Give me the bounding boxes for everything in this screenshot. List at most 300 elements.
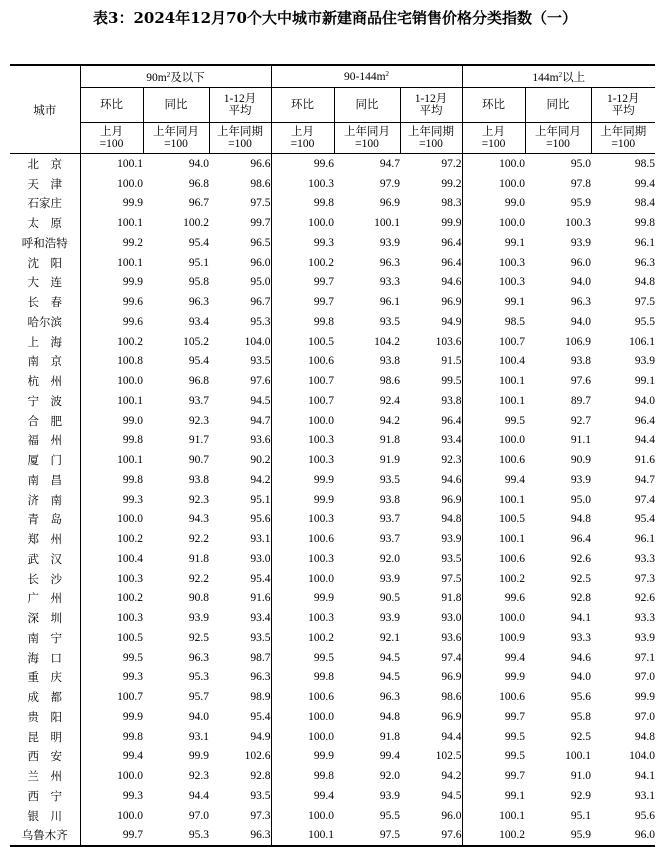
index-value: 100.3: [80, 569, 143, 589]
index-value: 100.0: [462, 174, 525, 194]
index-value: 104.2: [374, 335, 401, 348]
index-value: 91.8: [379, 730, 401, 743]
index-value: 94.5: [441, 789, 462, 802]
index-value: 96.3: [570, 296, 592, 309]
index-value: 93.5: [250, 355, 271, 368]
index-value: 94.7: [379, 157, 401, 170]
group-header-medium: $90-144m^2$: [271, 65, 462, 88]
city-name: 武 汉: [27, 553, 62, 566]
index-value: 95.3: [188, 671, 209, 684]
index-value: 100.9: [462, 628, 525, 648]
index-value: 100.0: [271, 707, 334, 727]
base-mom: 上月 =100: [80, 123, 143, 154]
index-value: 97.3: [634, 572, 656, 585]
city-name: 长 沙: [27, 573, 62, 586]
index-value: 99.5: [80, 648, 143, 668]
index-value: 100.1: [80, 450, 143, 470]
index-value: 93.0: [250, 552, 271, 565]
index-value: 102.5: [435, 750, 462, 763]
city-name: 太 原: [27, 218, 62, 231]
index-value: 99.9: [271, 490, 334, 510]
index-value: 94.8: [634, 730, 656, 743]
base-avg: 上年同期 =100: [400, 123, 462, 154]
index-value: 100.4: [462, 352, 525, 372]
index-value: 98.5: [634, 157, 656, 170]
table-row: [10, 391, 655, 411]
city-name: 厦 门: [27, 455, 62, 468]
index-value: 93.9: [188, 612, 209, 625]
index-value: 94.5: [250, 394, 271, 407]
index-value: 100.2: [80, 589, 143, 609]
table-row: [10, 332, 655, 352]
index-value: 93.8: [441, 394, 462, 407]
index-value: 94.8: [570, 513, 592, 526]
index-value: 99.9: [80, 273, 143, 293]
index-value: 99.9: [271, 470, 334, 490]
city-name: 合 肥: [27, 415, 62, 428]
index-value: 99.1: [462, 233, 525, 253]
index-value: 95.0: [570, 493, 592, 506]
index-value: 100.0: [271, 213, 334, 233]
index-value: 90.5: [379, 592, 401, 605]
index-value: 96.9: [441, 671, 462, 684]
index-value: 92.6: [570, 552, 592, 565]
index-value: 99.9: [271, 589, 334, 609]
index-value: 100.1: [80, 213, 143, 233]
index-value: 100.3: [271, 431, 334, 451]
index-value: 97.5: [334, 826, 400, 847]
index-value: 91.8: [188, 552, 209, 565]
index-value: 96.0: [441, 809, 462, 822]
index-value: 100.3: [271, 549, 334, 569]
index-value: 98.6: [441, 691, 462, 704]
index-value: 95.0: [250, 276, 271, 289]
index-value: 92.2: [188, 533, 209, 546]
index-value: 92.8: [570, 592, 592, 605]
index-value: 100.3: [271, 450, 334, 470]
index-value: 97.0: [634, 710, 656, 723]
city-name: 长 春: [27, 297, 62, 310]
index-value: 100.2: [462, 569, 525, 589]
city-name: 杭 州: [27, 376, 62, 389]
table-row: [10, 352, 655, 372]
index-value: 100.2: [80, 529, 143, 549]
index-value: 91.6: [250, 592, 271, 605]
base-yoy: 上年同月 =100: [143, 123, 209, 154]
index-value: 91.0: [570, 770, 592, 783]
index-value: 99.5: [271, 648, 334, 668]
base-mom: 上月 =100: [462, 123, 525, 154]
table-row: [10, 510, 655, 530]
index-value: 97.5: [441, 572, 462, 585]
index-value: 96.8: [188, 177, 209, 190]
index-value: 94.7: [250, 414, 271, 427]
index-value: 92.4: [379, 394, 401, 407]
index-value: 99.6: [80, 292, 143, 312]
city-name: 青 岛: [27, 514, 62, 527]
index-value: 100.1: [80, 253, 143, 273]
index-value: 92.2: [188, 572, 209, 585]
index-value: 94.9: [441, 315, 462, 328]
index-value: 99.8: [271, 194, 334, 214]
base-yoy: 上年同月 =100: [525, 123, 591, 154]
index-value: 96.4: [441, 236, 462, 249]
city-name: 哈尔滨: [27, 316, 62, 329]
index-value: 96.4: [634, 414, 656, 427]
index-value: 100.1: [271, 826, 334, 847]
base-yoy: 上年同月 =100: [334, 123, 400, 154]
index-value: 99.4: [271, 786, 334, 806]
index-value: 99.0: [80, 411, 143, 431]
table-row: [10, 194, 655, 214]
index-value: 96.1: [379, 296, 401, 309]
index-value: 91.1: [570, 434, 592, 447]
index-value: 97.9: [379, 177, 401, 190]
city-name: 银 川: [27, 810, 62, 823]
index-value: 100.6: [271, 352, 334, 372]
index-value: 96.7: [250, 296, 271, 309]
table-row: [10, 648, 655, 668]
col-yoy-header: 同比: [334, 88, 400, 123]
city-name: 济 南: [27, 494, 62, 507]
index-value: 100.1: [565, 750, 592, 763]
index-value: 96.1: [634, 533, 656, 546]
index-value: 95.4: [250, 572, 271, 585]
index-value: 99.7: [80, 826, 143, 847]
city-name: 南 京: [27, 356, 62, 369]
index-value: 100.0: [462, 608, 525, 628]
index-value: 96.4: [441, 256, 462, 269]
index-value: 97.3: [250, 809, 271, 822]
index-value: 102.6: [244, 750, 271, 763]
index-value: 98.9: [250, 691, 271, 704]
index-value: 93.5: [379, 315, 401, 328]
index-value: 95.8: [188, 276, 209, 289]
index-value: 106.9: [565, 335, 592, 348]
index-value: 100.3: [462, 253, 525, 273]
table-row: [10, 549, 655, 569]
index-value: 97.6: [400, 826, 462, 847]
table-row: [10, 273, 655, 293]
index-value: 93.9: [379, 572, 401, 585]
index-value: 93.1: [634, 789, 656, 802]
index-value: 96.7: [188, 197, 209, 210]
index-value: 96.5: [250, 236, 271, 249]
index-value: 100.0: [80, 510, 143, 530]
col-avg-header: 1-12月 平均: [400, 88, 462, 123]
index-value: 96.1: [634, 236, 656, 249]
index-value: 97.1: [634, 651, 656, 664]
index-value: 100.2: [183, 217, 209, 230]
index-value: 100.2: [271, 628, 334, 648]
index-value: 92.5: [570, 572, 592, 585]
index-value: 100.1: [80, 154, 143, 174]
city-name: 天 津: [27, 178, 62, 191]
index-value: 100.2: [80, 332, 143, 352]
index-value: 94.4: [634, 434, 656, 447]
table-row: [10, 431, 655, 451]
index-value: 97.5: [634, 296, 656, 309]
index-value: 89.7: [570, 394, 592, 407]
index-value: 100.3: [271, 174, 334, 194]
table-row: [10, 569, 655, 589]
index-value: 94.3: [188, 513, 209, 526]
index-value: 94.8: [379, 710, 401, 723]
index-value: 93.3: [379, 276, 401, 289]
index-value: 97.4: [441, 651, 462, 664]
index-value: 100.1: [80, 391, 143, 411]
index-value: 95.3: [143, 826, 209, 847]
index-value: 99.8: [271, 766, 334, 786]
index-value: 100.7: [271, 371, 334, 391]
city-name: 广 州: [27, 593, 62, 606]
index-value: 94.8: [634, 276, 656, 289]
city-name: 西 宁: [27, 790, 62, 803]
index-value: 93.8: [188, 473, 209, 486]
index-value: 96.9: [441, 710, 462, 723]
index-value: 99.7: [462, 766, 525, 786]
index-value: 99.2: [441, 177, 462, 190]
index-value: 93.8: [570, 355, 592, 368]
index-value: 95.4: [250, 710, 271, 723]
table-row: [10, 154, 655, 174]
index-value: 94.6: [570, 651, 592, 664]
index-value: 100.1: [462, 490, 525, 510]
index-value: 99.9: [441, 217, 462, 230]
index-value: 93.9: [634, 631, 656, 644]
city-name: 大 连: [27, 277, 62, 290]
index-value: 98.6: [250, 177, 271, 190]
table-row: [10, 292, 655, 312]
index-value: 100.0: [271, 569, 334, 589]
index-value: 91.5: [441, 355, 462, 368]
group-header-small: $90m^2$及以下: [80, 65, 271, 88]
index-value: 99.8: [80, 727, 143, 747]
index-value: 100.0: [271, 411, 334, 431]
index-value: 100.6: [271, 687, 334, 707]
index-value: 94.0: [188, 710, 209, 723]
col-mom-header: 环比: [462, 88, 525, 123]
index-value: 100.6: [462, 450, 525, 470]
index-value: 93.3: [570, 631, 592, 644]
table-row: [10, 707, 655, 727]
table-body: [10, 154, 655, 847]
table-row: [10, 450, 655, 470]
index-value: 99.7: [462, 707, 525, 727]
index-value: 99.5: [441, 375, 462, 388]
index-value: 97.0: [188, 809, 209, 822]
index-value: 99.4: [80, 747, 143, 767]
index-value: 91.7: [188, 434, 209, 447]
index-value: 106.1: [629, 335, 656, 348]
index-value: 98.7: [250, 651, 271, 664]
index-value: 92.3: [188, 770, 209, 783]
index-value: 93.1: [250, 533, 271, 546]
index-value: 95.5: [634, 315, 656, 328]
index-value: 92.1: [379, 631, 401, 644]
index-value: 94.4: [441, 730, 462, 743]
index-value: 99.5: [462, 727, 525, 747]
index-value: 94.8: [441, 513, 462, 526]
index-value: 99.8: [80, 470, 143, 490]
index-value: 100.5: [462, 510, 525, 530]
index-value: 96.9: [441, 296, 462, 309]
col-mom-header: 环比: [271, 88, 334, 123]
index-value: 93.8: [379, 355, 401, 368]
table-row: [10, 668, 655, 688]
index-value: 100.1: [462, 391, 525, 411]
index-value: 93.3: [634, 552, 656, 565]
header-row-bases: [10, 123, 655, 154]
index-value: 96.4: [570, 533, 592, 546]
index-value: 93.7: [379, 533, 401, 546]
index-value: 99.4: [634, 177, 656, 190]
index-value: 93.9: [379, 789, 401, 802]
table-row: [10, 727, 655, 747]
city-name: 郑 州: [27, 534, 62, 547]
index-value: 93.7: [188, 394, 209, 407]
city-name: 石家庄: [27, 198, 62, 211]
index-value: 95.0: [570, 157, 592, 170]
index-value: 99.7: [271, 292, 334, 312]
index-value: 92.3: [188, 414, 209, 427]
index-value: 99.5: [462, 411, 525, 431]
city-name: 贵 阳: [27, 711, 62, 724]
index-value: 103.6: [435, 335, 462, 348]
index-value: 100.6: [462, 687, 525, 707]
table-row: [10, 174, 655, 194]
index-value: 98.3: [441, 197, 462, 210]
table-row: [10, 253, 655, 273]
index-value: 100.0: [271, 806, 334, 826]
index-value: 100.7: [80, 687, 143, 707]
table-row: [10, 529, 655, 549]
city-name: 福 州: [27, 435, 62, 448]
index-value: 100.2: [271, 253, 334, 273]
index-value: 98.6: [379, 375, 401, 388]
col-avg-header: 1-12月 平均: [591, 88, 655, 123]
index-value: 93.5: [250, 789, 271, 802]
index-value: 97.2: [441, 157, 462, 170]
index-value: 99.3: [80, 786, 143, 806]
index-value: 98.4: [634, 197, 656, 210]
index-value: 100.0: [462, 213, 525, 233]
index-value: 94.2: [379, 414, 401, 427]
index-value: 100.3: [271, 608, 334, 628]
table-row: [10, 826, 655, 847]
table-row: [10, 371, 655, 391]
base-mom: 上月 =100: [271, 123, 334, 154]
index-value: 93.5: [379, 473, 401, 486]
index-value: 99.8: [271, 668, 334, 688]
city-header: 城市: [10, 65, 80, 154]
index-value: 93.4: [441, 434, 462, 447]
index-value: 96.8: [188, 375, 209, 388]
city-name: 南 宁: [27, 632, 62, 645]
index-value: 93.1: [188, 730, 209, 743]
index-value: 99.3: [80, 668, 143, 688]
index-value: 93.9: [570, 236, 592, 249]
city-name: 南 昌: [27, 474, 62, 487]
index-value: 100.1: [462, 371, 525, 391]
header-row-columns: [10, 88, 655, 123]
index-value: 96.3: [379, 691, 401, 704]
index-value: 99.4: [462, 648, 525, 668]
index-value: 100.0: [80, 806, 143, 826]
col-yoy-header: 同比: [143, 88, 209, 123]
index-value: 94.1: [570, 612, 592, 625]
index-value: 100.3: [462, 273, 525, 293]
index-value: 99.8: [80, 431, 143, 451]
city-name: 重 庆: [27, 672, 62, 685]
index-value: 92.6: [634, 592, 656, 605]
index-value: 100.1: [462, 806, 525, 826]
index-value: 94.7: [634, 473, 656, 486]
index-value: 100.4: [80, 549, 143, 569]
index-value: 99.9: [80, 194, 143, 214]
index-value: 90.9: [570, 454, 592, 467]
index-value: 93.6: [441, 631, 462, 644]
index-value: 93.9: [634, 355, 656, 368]
index-value: 99.1: [462, 292, 525, 312]
index-value: 100.3: [80, 608, 143, 628]
city-name: 西 安: [27, 751, 62, 764]
index-value: 91.6: [634, 454, 656, 467]
index-value: 96.3: [379, 256, 401, 269]
index-value: 99.0: [462, 194, 525, 214]
index-value: 93.3: [634, 612, 656, 625]
index-value: 97.6: [250, 375, 271, 388]
index-value: 95.4: [188, 355, 209, 368]
index-value: 94.1: [634, 770, 656, 783]
index-value: 104.0: [244, 335, 271, 348]
index-value: 92.3: [441, 454, 462, 467]
index-value: 100.1: [374, 217, 401, 230]
col-avg-header: 1-12月 平均: [209, 88, 271, 123]
index-value: 92.0: [379, 770, 401, 783]
city-name: 宁 波: [27, 395, 62, 408]
table-row: [10, 213, 655, 233]
index-value: 99.9: [462, 668, 525, 688]
index-value: 92.0: [379, 552, 401, 565]
table-row: [10, 233, 655, 253]
index-value: 94.4: [188, 789, 209, 802]
index-value: 105.2: [183, 335, 209, 348]
index-value: 95.6: [570, 691, 592, 704]
index-value: 100.7: [462, 332, 525, 352]
index-value: 90.7: [188, 454, 209, 467]
index-value: 94.2: [250, 473, 271, 486]
index-value: 96.3: [250, 671, 271, 684]
table-row: [10, 470, 655, 490]
index-value: 100.3: [565, 217, 592, 230]
index-value: 95.6: [250, 513, 271, 526]
index-value: 104.0: [629, 750, 656, 763]
index-value: 94.0: [570, 315, 592, 328]
table-row: [10, 687, 655, 707]
index-value: 99.3: [80, 490, 143, 510]
index-value: 95.4: [634, 513, 656, 526]
index-value: 94.0: [570, 671, 592, 684]
index-value: 95.1: [570, 809, 592, 822]
city-name: 海 口: [27, 652, 62, 665]
index-value: 100.5: [80, 628, 143, 648]
index-value: 99.4: [462, 470, 525, 490]
index-value: 95.1: [188, 256, 209, 269]
col-yoy-header: 同比: [525, 88, 591, 123]
index-value: 100.0: [80, 174, 143, 194]
index-value: 94.5: [379, 651, 401, 664]
